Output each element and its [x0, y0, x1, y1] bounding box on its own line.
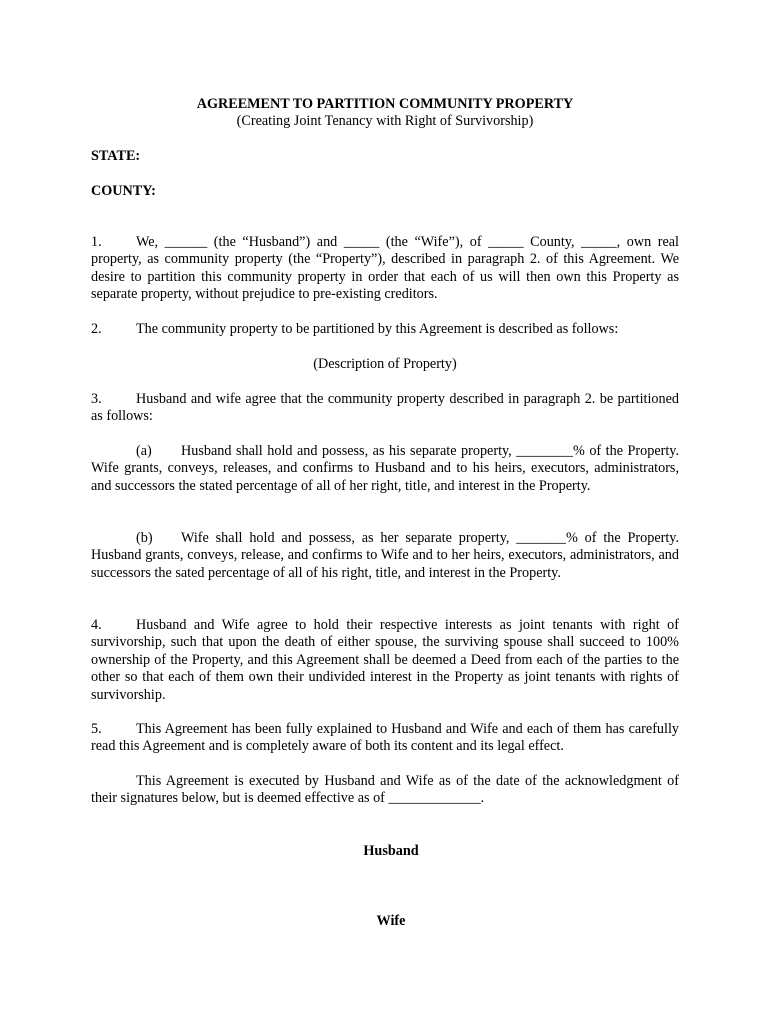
paragraph-5-text: This Agreement has been fully explained to Husband and Wife and each of them has carefully read this Agreement and is completely aware of both its content and its legal effect. [91, 721, 679, 755]
paragraph-execution-text: This Agreement is executed by Husband and Wife as of the date of the acknowledgment of their signatures below, but is deemed effective as of _____________. [91, 773, 679, 807]
paragraph-4-number: 4. [91, 617, 102, 633]
paragraph-5 [91, 721, 679, 756]
state-label: STATE: [91, 148, 141, 164]
paragraph-3b-text: Wife shall hold and possess, as her separate property, _______% of the Property. Husband grants, conveys, release, and confirms to Wife and to her heirs, executors, administrators, and successors the sated percentage of all of his right, title, and interest in the Property. [91, 530, 679, 581]
paragraph-4-text: Husband and Wife agree to hold their respective interests as joint tenants with right of survivorship, such that upon the death of either spouse, the surviving spouse shall succeed to 100% ownership of the Property, and this Agreement shall be deemed a Deed from each of the parties to the other so that each of them own their undivided interest in the Property as joint tenants with rights of survivorship. [91, 617, 679, 703]
paragraph-3-number: 3. [91, 391, 102, 407]
paragraph-2-text: The community property to be partitioned by this Agreement is described as follows: [136, 321, 619, 337]
paragraph-3b-label: (b) [136, 530, 153, 546]
paragraph-1-number: 1. [91, 234, 102, 250]
paragraph-3a-label: (a) [136, 443, 152, 459]
document-title: AGREEMENT TO PARTITION COMMUNITY PROPERTY [196, 96, 574, 112]
county-label: COUNTY: [91, 183, 156, 199]
description-of-property: (Description of Property) [313, 356, 457, 372]
wife-signature-label: Wife [376, 913, 406, 929]
paragraph-1 [91, 234, 679, 304]
paragraph-4 [91, 617, 679, 704]
paragraph-3b [91, 530, 679, 582]
paragraph-5-number: 5. [91, 721, 102, 737]
paragraph-3-text: Husband and wife agree that the community property described in paragraph 2. be partitioned as follows: [91, 391, 679, 425]
husband-signature-label: Husband [363, 843, 419, 859]
paragraph-1-text: We, ______ (the “Husband”) and _____ (the “Wife”), of _____ County, _____, own real property, as community property (the “Property”), described in paragraph 2. of this Agreement. We desire to partition this community property in order that each of us will then own this Property as separate property, without prejudice to pre-existing creditors. [91, 234, 679, 303]
paragraph-3a-text: Husband shall hold and possess, as his separate property, ________% of the Property. Wife grants, conveys, releases, and confirms to Husband and to his heirs, executors, administrators, and successors the stated percentage of all of her right, title, and interest in the Property. [91, 443, 679, 494]
paragraph-execution [91, 773, 679, 808]
paragraph-3a [91, 443, 679, 495]
paragraph-3 [91, 391, 679, 426]
document-subtitle: (Creating Joint Tenancy with Right of Survivorship) [236, 113, 534, 129]
paragraph-2 [91, 321, 679, 338]
paragraph-2-number: 2. [91, 321, 102, 337]
